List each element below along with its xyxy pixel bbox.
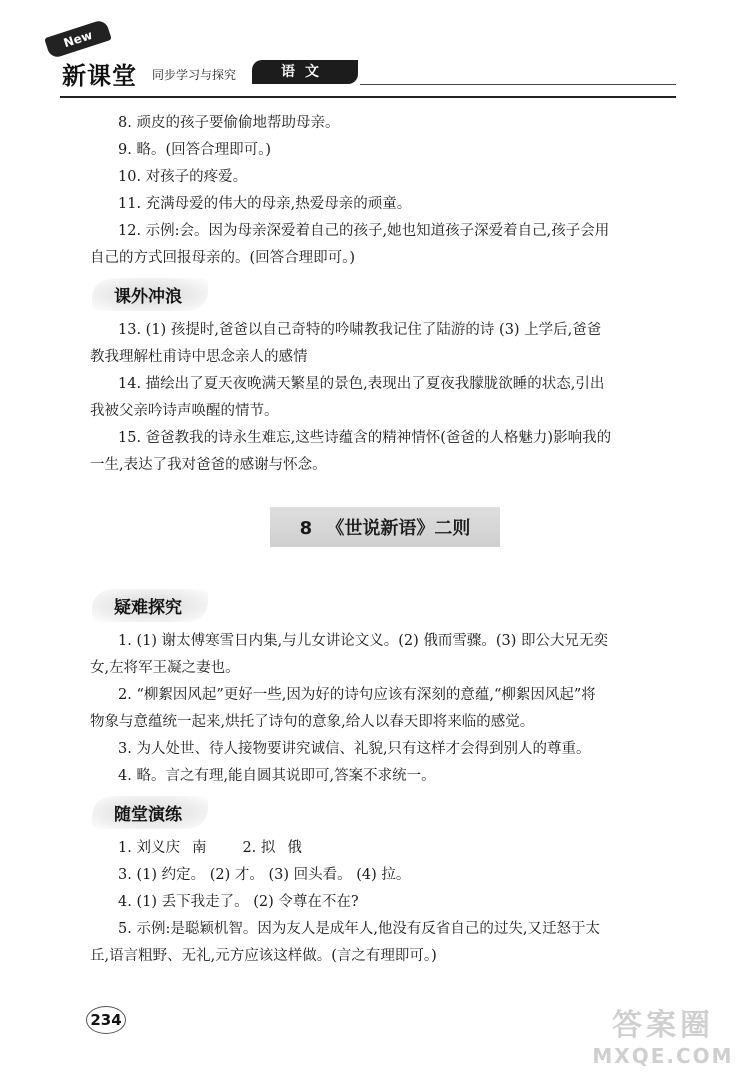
- answer-line: 女,左将军王凝之妻也。: [90, 660, 240, 676]
- answer-line: 物象与意蕴统一起来,烘托了诗句的意象,给人以春天即将来临的感觉。: [90, 714, 535, 730]
- answer-line: 13. (1) 孩提时,爸爸以自己奇特的吟啸教我记住了陆游的诗 (3) 上学后,爸爸: [118, 322, 602, 338]
- answer-line: 14. 描绘出了夏天夜晚满天繁星的景色,表现出了夏夜我朦胧欲睡的状态,引出: [118, 376, 605, 392]
- answer-line: 8. 顽皮的孩子要偷偷地帮助母亲。: [118, 115, 340, 131]
- header-rule: [60, 96, 676, 98]
- page-number: 234: [86, 1006, 126, 1034]
- brand-title: 新课堂: [62, 62, 137, 90]
- section-heading-difficult: 疑难探究: [92, 589, 208, 622]
- answer-line: 4. 略。言之有理,能自圆其说即可,答案不求统一。: [118, 768, 436, 784]
- answer-line: 15. 爸爸教我的诗永生难忘,这些诗蕴含的精神情怀(爸爸的人格魅力)影响我的: [118, 430, 612, 446]
- answer-line: 一生,表达了我对爸爸的感谢与怀念。: [90, 457, 327, 473]
- answer-line: 4. (1) 丢下我走了。 (2) 令尊在不在?: [118, 894, 359, 910]
- brand-subtitle: 同步学习与探究: [152, 68, 237, 82]
- answer-line: 自己的方式回报母亲的。(回答合理即可。): [90, 250, 356, 266]
- new-badge: New: [44, 19, 112, 60]
- answer-q2-a: 2. 拟: [242, 840, 276, 856]
- answer-line: 10. 对孩子的疼爱。: [118, 169, 248, 185]
- answer-q1-author: 1. 刘义庆: [118, 840, 180, 856]
- answer-line: 3. (1) 约定。 (2) 才。 (3) 回头看。 (4) 拉。: [118, 867, 411, 883]
- watermark-top: 答案圈: [612, 1008, 714, 1043]
- page-content: [90, 110, 680, 970]
- lesson-title-wrap: [90, 507, 680, 547]
- answer-line: 2. “柳絮因风起”更好一些,因为好的诗句应该有深刻的意蕴,“柳絮因风起”将: [118, 687, 596, 703]
- answer-line: 5. 示例:是聪颖机智。因为友人是成年人,他没有反省自己的过失,又迁怒于太: [118, 921, 601, 937]
- answer-line: 3. 为人处世、待人接物要讲究诚信、礼貌,只有这样才会得到别人的尊重。: [118, 741, 591, 757]
- answer-q2-b: 俄: [287, 840, 302, 856]
- answer-line: 11. 充满母爱的伟大的母亲,热爱母亲的顽童。: [118, 196, 412, 212]
- answer-q1-dynasty: 南: [191, 840, 207, 856]
- watermark: [578, 1008, 748, 1074]
- page-header: [0, 0, 750, 110]
- header-thin-rule: [360, 84, 676, 85]
- answer-line: 9. 略。(回答合理即可。): [118, 142, 272, 158]
- answer-line: 我被父亲吟诗声唤醒的情节。: [90, 403, 279, 419]
- answer-line: 丘,语言粗野、无礼,元方应该这样做。(言之有理即可。): [90, 948, 437, 964]
- section-heading-practice: 随堂演练: [92, 796, 208, 829]
- answer-line: 1. (1) 谢太傅寒雪日内集,与儿女讲论文义。(2) 俄而雪骤。(3) 即公大兄无奕: [118, 633, 608, 649]
- watermark-bottom: MXQE.COM: [592, 1044, 734, 1068]
- answer-line: [90, 835, 680, 862]
- answer-line: 12. 示例:会。因为母亲深爱着自己的孩子,她也知道孩子深爱着自己,孩子会用: [118, 223, 610, 239]
- subject-tab: 语文: [252, 60, 358, 84]
- lesson-title: 8 《世说新语》二则: [270, 507, 501, 547]
- answer-line: 教我理解杜甫诗中思念亲人的感情: [90, 349, 308, 365]
- section-heading-extracurricular: 课外冲浪: [92, 278, 208, 311]
